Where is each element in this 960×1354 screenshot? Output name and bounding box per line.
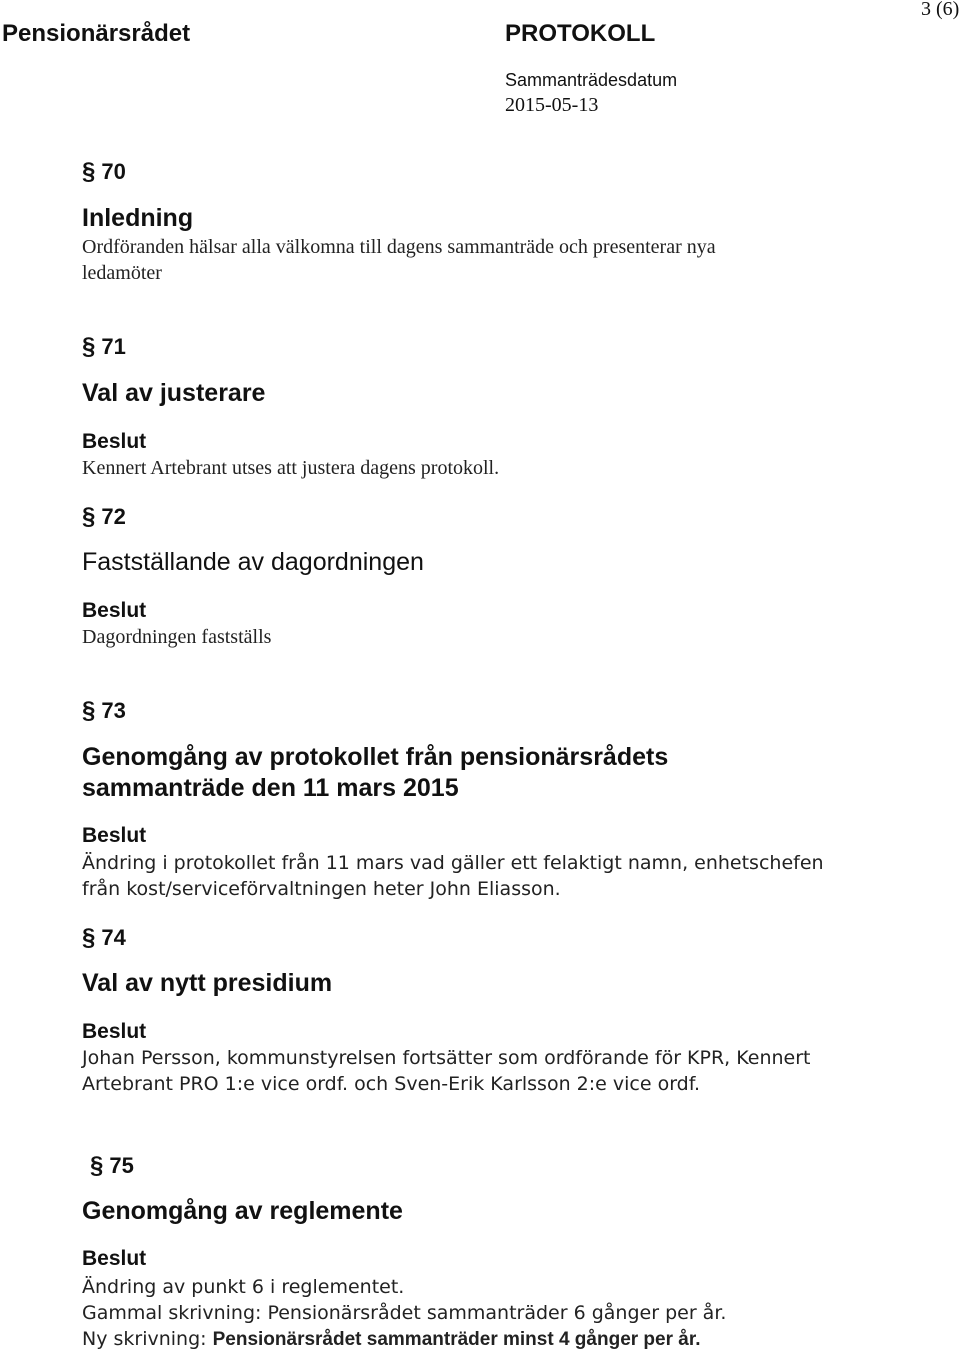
section-number-74: § 74 xyxy=(82,924,126,951)
new-wording-label: Ny skrivning: xyxy=(82,1328,213,1350)
section-body-70-line-2: ledamöter xyxy=(82,262,162,284)
section-body-75-line-3 xyxy=(82,1328,700,1351)
document-type: PROTOKOLL xyxy=(505,20,656,47)
section-title-73-line-2: sammanträde den 11 mars 2015 xyxy=(82,774,459,802)
organization-name: Pensionärsrådet xyxy=(2,20,191,47)
paragraph-symbol: § xyxy=(82,333,96,360)
paragraph-symbol: § xyxy=(82,503,96,530)
decision-label-73: Beslut xyxy=(82,824,147,847)
section-number-75: § 75 xyxy=(90,1152,134,1179)
section-body-73-line-2: från kost/serviceförvaltningen heter John Eliasson. xyxy=(82,878,561,900)
section-title-71: Val av justerare xyxy=(82,379,266,407)
decision-label-72: Beslut xyxy=(82,599,147,622)
section-body-75-line-1: Ändring av punkt 6 i reglementet. xyxy=(82,1276,405,1298)
section-body-70-line-1: Ordföranden hälsar alla välkomna till dagens sammanträde och presenterar nya xyxy=(82,236,716,258)
section-number-71: § 71 xyxy=(82,333,126,360)
section-body-72-line-1: Dagordningen fastställs xyxy=(82,626,272,648)
section-body-73-line-1: Ändring i protokollet från 11 mars vad gäller ett felaktigt namn, enhetschefen xyxy=(82,852,824,874)
section-number-73: § 73 xyxy=(82,697,126,724)
meeting-date-value: 2015-05-13 xyxy=(505,94,599,116)
decision-label-74: Beslut xyxy=(82,1020,147,1043)
section-body-75-line-2: Gammal skrivning: Pensionärsrådet sammanträder 6 gånger per år. xyxy=(82,1302,727,1324)
section-title-70: Inledning xyxy=(82,204,194,232)
decision-label-71: Beslut xyxy=(82,430,147,453)
section-title-75: Genomgång av reglemente xyxy=(82,1197,403,1225)
paragraph-symbol: § xyxy=(90,1152,104,1179)
page-number: 3 (6) xyxy=(921,0,960,20)
section-title-73-line-1: Genomgång av protokollet från pensionärsrådets xyxy=(82,743,669,771)
section-body-74-line-1: Johan Persson, kommunstyrelsen fortsätter som ordförande för KPR, Kennert xyxy=(82,1047,811,1069)
paragraph-symbol: § xyxy=(82,924,96,951)
new-wording-value: Pensionärsrådet sammanträder minst 4 gånger per år. xyxy=(212,1329,701,1350)
meeting-date-label: Sammanträdesdatum xyxy=(505,70,678,90)
section-number-70: § 70 xyxy=(82,158,126,185)
paragraph-symbol: § xyxy=(82,158,96,185)
section-number-72: § 72 xyxy=(82,503,126,530)
section-body-71-line-1: Kennert Artebrant utses att justera dagens protokoll. xyxy=(82,457,500,479)
section-title-72: Fastställande av dagordningen xyxy=(82,548,424,576)
decision-label-75: Beslut xyxy=(82,1247,147,1270)
section-title-74: Val av nytt presidium xyxy=(82,969,333,997)
section-body-74-line-2: Artebrant PRO 1:e vice ordf. och Sven-Erik Karlsson 2:e vice ordf. xyxy=(82,1073,701,1095)
paragraph-symbol: § xyxy=(82,697,96,724)
